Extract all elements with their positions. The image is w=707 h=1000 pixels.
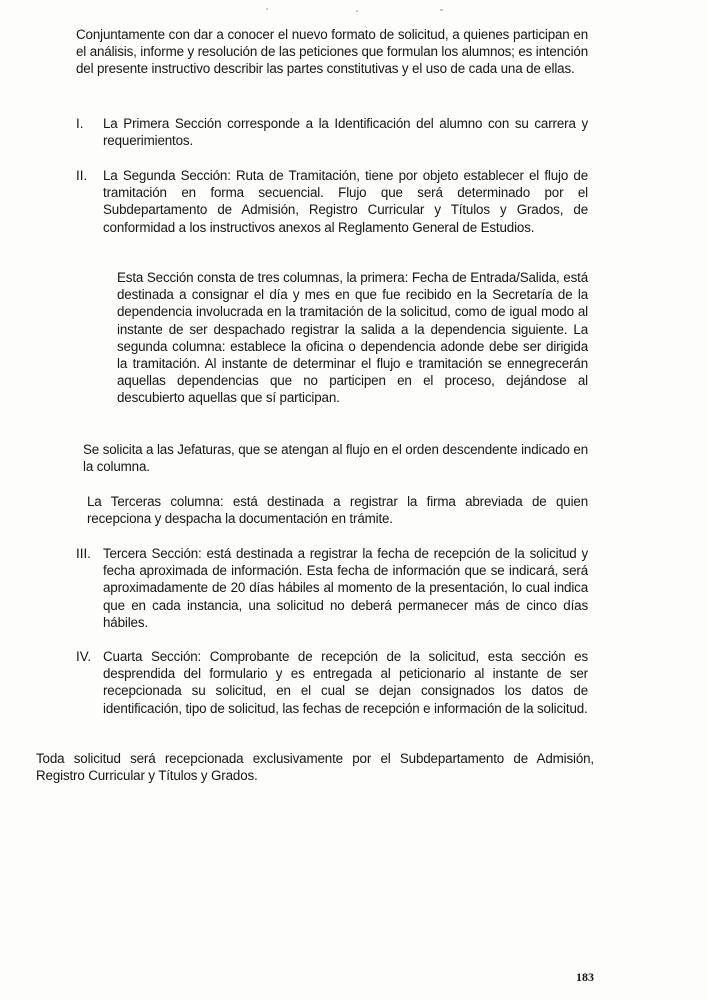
section-3-numeral: III.	[76, 546, 91, 561]
intro-paragraph: Conjuntamente con dar a conocer el nuevo formato de solicitud, a quienes participan en el análisis, informe y resolución de las peticiones que formulan los alumnos; es intención del presente instructivo describir las partes constitutivas y el uso de cada una de ellas.	[76, 27, 588, 77]
section-2-text: La Segunda Sección: Ruta de Tramitación, tiene por objeto establecer el flujo de tramitación en forma secuencial. Flujo que será determinado por el Subdepartamento de Admisión, Registro Curricular y Títulos y Grados, de conformidad a los instructivos anexos al Reglamento General de Estudios.	[103, 168, 588, 235]
closing-paragraph: Toda solicitud será recepcionada exclusivamente por el Subdepartamento de Admisión, Registro Curricular y Títulos y Grados.	[36, 751, 594, 784]
section-3-text: Tercera Sección: está destinada a registrar la fecha de recepción de la solicitud y fecha aproximada de información. Esta fecha de información que se indicará, será aproximadamente de 20 días hábiles al momento de la presentación, lo cual indica que en cada instancia, una solicitud no deberá permanecer más de cinco días hábiles.	[103, 546, 588, 630]
section-2-numeral: II.	[76, 168, 88, 183]
section-4-text: Cuarta Sección: Comprobante de recepción de la solicitud, esta sección es desprendida del formulario y es entregada al peticionario al instante de ser recepcionada su solicitud, en el cual se dejan consignados los datos de identificación, tipo de solicitud, las fechas de recepción e información de la solicitud.	[103, 649, 588, 716]
page-number: 183	[576, 970, 594, 984]
scan-speck	[440, 9, 443, 11]
scan-speck	[356, 10, 358, 12]
section-1-numeral: I.	[76, 116, 84, 131]
jefaturas-note: Se solicita a las Jefaturas, que se atengan al flujo en el orden descendente indicado en la columna.	[83, 442, 588, 475]
section-2-subparagraph: Esta Sección consta de tres columnas, la primera: Fecha de Entrada/Salida, está destinada a consignar el día y mes en que fue recibido en la Secretaría de la dependencia involucrada en la tramitación de la solicitud, como de igual modo al instante de ser despachado registrar la salida a la dependencia siguiente. La segunda columna: establece la oficina o dependencia adonde debe ser dirigida la tramitación. Al instante de determinar el flujo e tramitación se ennegrecerán aquellas dependencias que no participen en el proceso, dejándose al descubierto aquellas que sí participan.	[117, 270, 588, 406]
section-1-text: La Primera Sección corresponde a la Identificación del alumno con su carrera y requerimientos.	[103, 116, 588, 149]
section-4-numeral: IV.	[76, 649, 92, 664]
tercera-columna-note: La Terceras columna: está destinada a registrar la firma abreviada de quien recepciona y despacha la documentación en trámite.	[87, 494, 588, 527]
scan-speck	[266, 8, 268, 10]
